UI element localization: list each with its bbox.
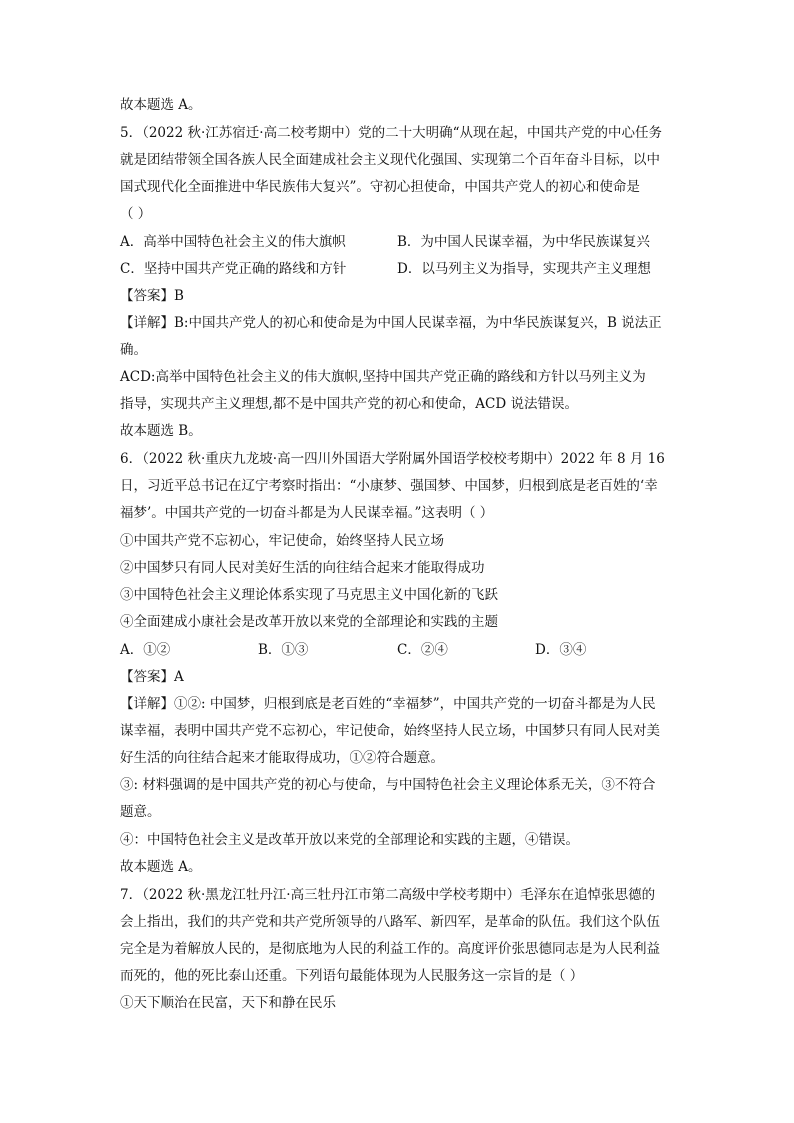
q6-option-a: A．①② xyxy=(120,642,171,658)
q6-option-d: D．③④ xyxy=(535,642,587,658)
q5-detail: 【详解】B:中国共产党人的初心和使命是为中国人民谋幸福，为中华民族谋复兴，B 说法正 xyxy=(120,315,662,331)
text-line: ACD:高举中国特色社会主义的伟大旗帜,坚持中国共产党正确的路线和方针以马列主义为 xyxy=(120,369,646,385)
question-6-stem: 6．（2022 秋·重庆九龙坡·高一四川外国语大学附属外国语学校校考期中）2022 年 8 月 16 xyxy=(120,451,665,467)
text-line: 好生活的向往结合起来才能取得成功，①②符合题意。 xyxy=(120,750,444,766)
text-line: 而死的，他的死比泰山还重。下列语句最能体现为人民服务这一宗旨的是（ ） xyxy=(120,968,584,984)
text-line: 故本题选 B。 xyxy=(120,423,202,439)
text-line: 国式现代化全面推进中华民族伟大复兴”。守初心担使命，中国共产党人的初心和使命是 xyxy=(120,179,640,195)
q6-answer: 【答案】A xyxy=(120,669,184,685)
text-line: 就是团结带领全国各族人民全面建成社会主义现代化强国、实现第二个百年奋斗目标，以中 xyxy=(120,152,660,168)
q5-option-d: D．以马列主义为指导，实现共产主义理想 xyxy=(397,261,651,277)
question-7-stem: 7．（2022 秋·黑龙江牡丹江·高三牡丹江市第二高级中学校考期中）毛泽东在追悼张思德的 xyxy=(120,887,656,903)
text-line: 确。 xyxy=(120,342,147,358)
statement-4: ④全面建成小康社会是改革开放以来党的全部理论和实践的主题 xyxy=(120,614,498,630)
text-line: ③: 材料强调的是中国共产党的初心与使命，与中国特色社会主义理论体系无关，③不符合 xyxy=(120,777,656,793)
q5-option-b: B．为中国人民谋幸福，为中华民族谋复兴 xyxy=(397,234,650,250)
text-line: 故本题选 A。 xyxy=(120,859,202,875)
q5-option-a: A．高举中国特色社会主义的伟大旗帜 xyxy=(120,234,346,250)
text-line: 指导，实现共产主义理想,都不是中国共产党的初心和使命，ACD 说法错误。 xyxy=(120,396,578,412)
text-line: 完全是为着解放人民的，是彻底地为人民的利益工作的。高度评价张思德同志是为人民利益 xyxy=(120,941,660,957)
q6-option-b: B．①③ xyxy=(258,642,309,658)
statement-1: ①天下顺治在民富，天下和静在民乐 xyxy=(120,995,336,1011)
text-line: 日，习近平总书记在辽宁考察时指出：“小康梦、强国梦、中国梦，归根到底是老百姓的‘幸 xyxy=(120,478,658,494)
question-5-stem: 5．（2022 秋·江苏宿迁·高二校考期中）党的二十大明确“从现在起，中国共产党的中心任务 xyxy=(120,125,662,141)
text-line: 福梦’。中国共产党的一切奋斗都是为人民谋幸福。”这表明（ ） xyxy=(120,505,494,521)
q5-answer: 【答案】B xyxy=(120,288,184,304)
text-line: ④：中国特色社会主义是改革开放以来党的全部理论和实践的主题，④错误。 xyxy=(120,832,579,848)
q5-option-c: C．坚持中国共产党正确的路线和方针 xyxy=(120,261,347,277)
text-line: 题意。 xyxy=(120,804,161,820)
answer-blank: （ ） xyxy=(120,206,152,222)
statement-1: ①中国共产党不忘初心，牢记使命，始终坚持人民立场 xyxy=(120,533,444,549)
q6-option-c: C．②④ xyxy=(397,642,448,658)
statement-3: ③中国特色社会主义理论体系实现了马克思主义中国化新的飞跃 xyxy=(120,587,498,603)
text-line: 故本题选 A。 xyxy=(120,97,202,113)
text-line: 会上指出，我们的共产党和共产党所领导的八路军、新四军，是革命的队伍。我们这个队伍 xyxy=(120,914,660,930)
statement-2: ②中国梦只有同人民对美好生活的向往结合起来才能取得成功 xyxy=(120,560,485,576)
q6-detail: 【详解】①②: 中国梦，归根到底是老百姓的“幸福梦”，中国共产党的一切奋斗都是为人民 xyxy=(120,696,656,712)
text-line: 谋幸福，表明中国共产党不忘初心，牢记使命，始终坚持人民立场，中国梦只有同人民对美 xyxy=(120,723,660,739)
